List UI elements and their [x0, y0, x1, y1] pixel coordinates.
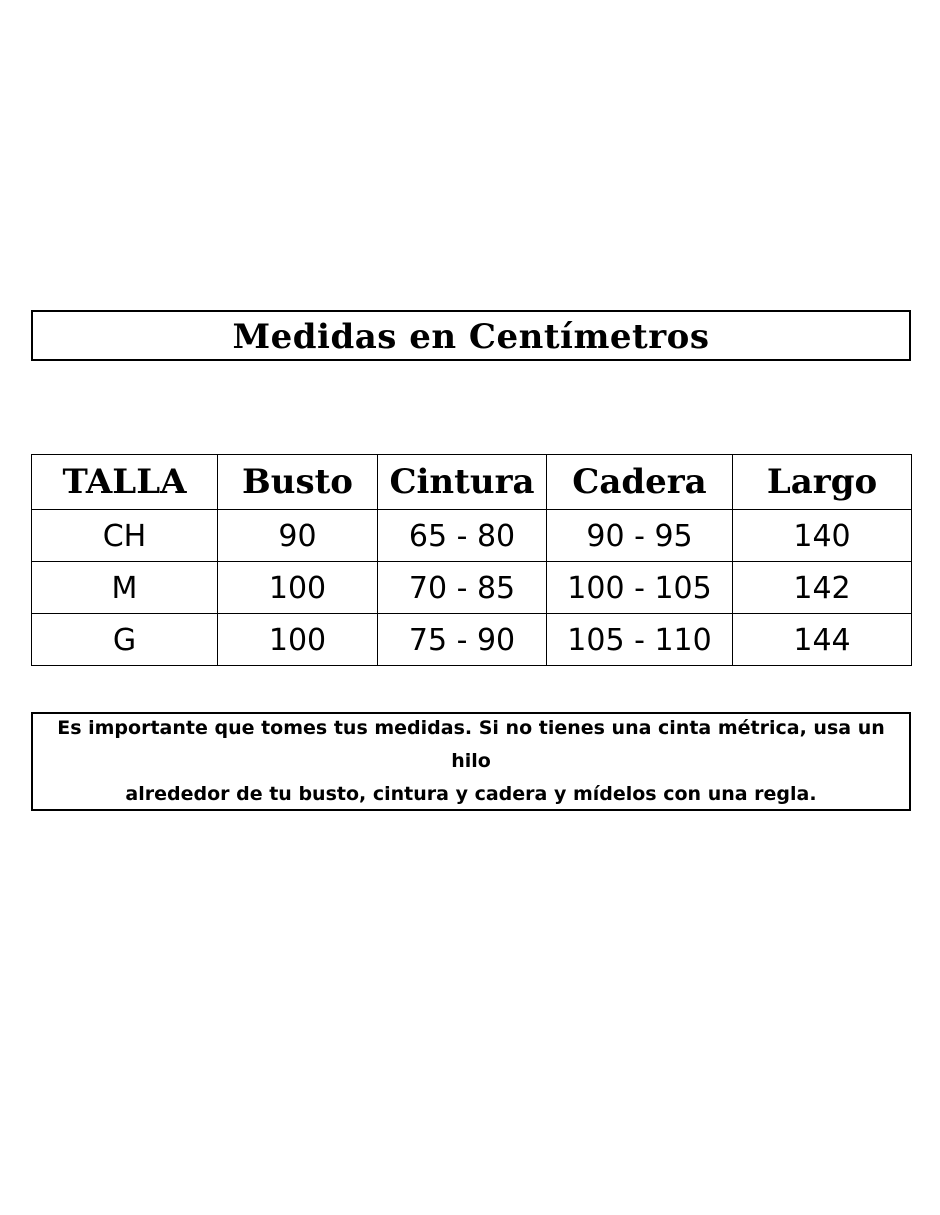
- cell-largo: 140: [733, 510, 912, 562]
- cell-talla: M: [32, 562, 218, 614]
- table-row: [32, 562, 912, 614]
- cell-cadera: 105 - 110: [547, 614, 733, 666]
- cell-talla: CH: [32, 510, 218, 562]
- cell-cintura: 70 - 85: [378, 562, 547, 614]
- header-largo: Largo: [733, 455, 912, 510]
- note-text: [46, 712, 896, 811]
- note-line-1: Es importante que tomes tus medidas. Si no tienes una cinta métrica, usa un hilo: [57, 717, 885, 772]
- table-row: [32, 614, 912, 666]
- cell-largo: 142: [733, 562, 912, 614]
- size-table: [31, 454, 912, 666]
- cell-cadera: 100 - 105: [547, 562, 733, 614]
- table-row: [32, 510, 912, 562]
- cell-busto: 100: [218, 614, 378, 666]
- table-header-row: [32, 455, 912, 510]
- cell-talla: G: [32, 614, 218, 666]
- page-title: Medidas en Centímetros: [232, 316, 710, 357]
- cell-cadera: 90 - 95: [547, 510, 733, 562]
- header-cadera: Cadera: [547, 455, 733, 510]
- title-box: [31, 310, 911, 361]
- header-busto: Busto: [218, 455, 378, 510]
- header-talla: TALLA: [32, 455, 218, 510]
- cell-largo: 144: [733, 614, 912, 666]
- note-line-2: alrededor de tu busto, cintura y cadera y mídelos con una regla.: [125, 783, 817, 805]
- cell-cintura: 65 - 80: [378, 510, 547, 562]
- header-cintura: Cintura: [378, 455, 547, 510]
- cell-busto: 90: [218, 510, 378, 562]
- note-box: [31, 712, 911, 811]
- cell-cintura: 75 - 90: [378, 614, 547, 666]
- cell-busto: 100: [218, 562, 378, 614]
